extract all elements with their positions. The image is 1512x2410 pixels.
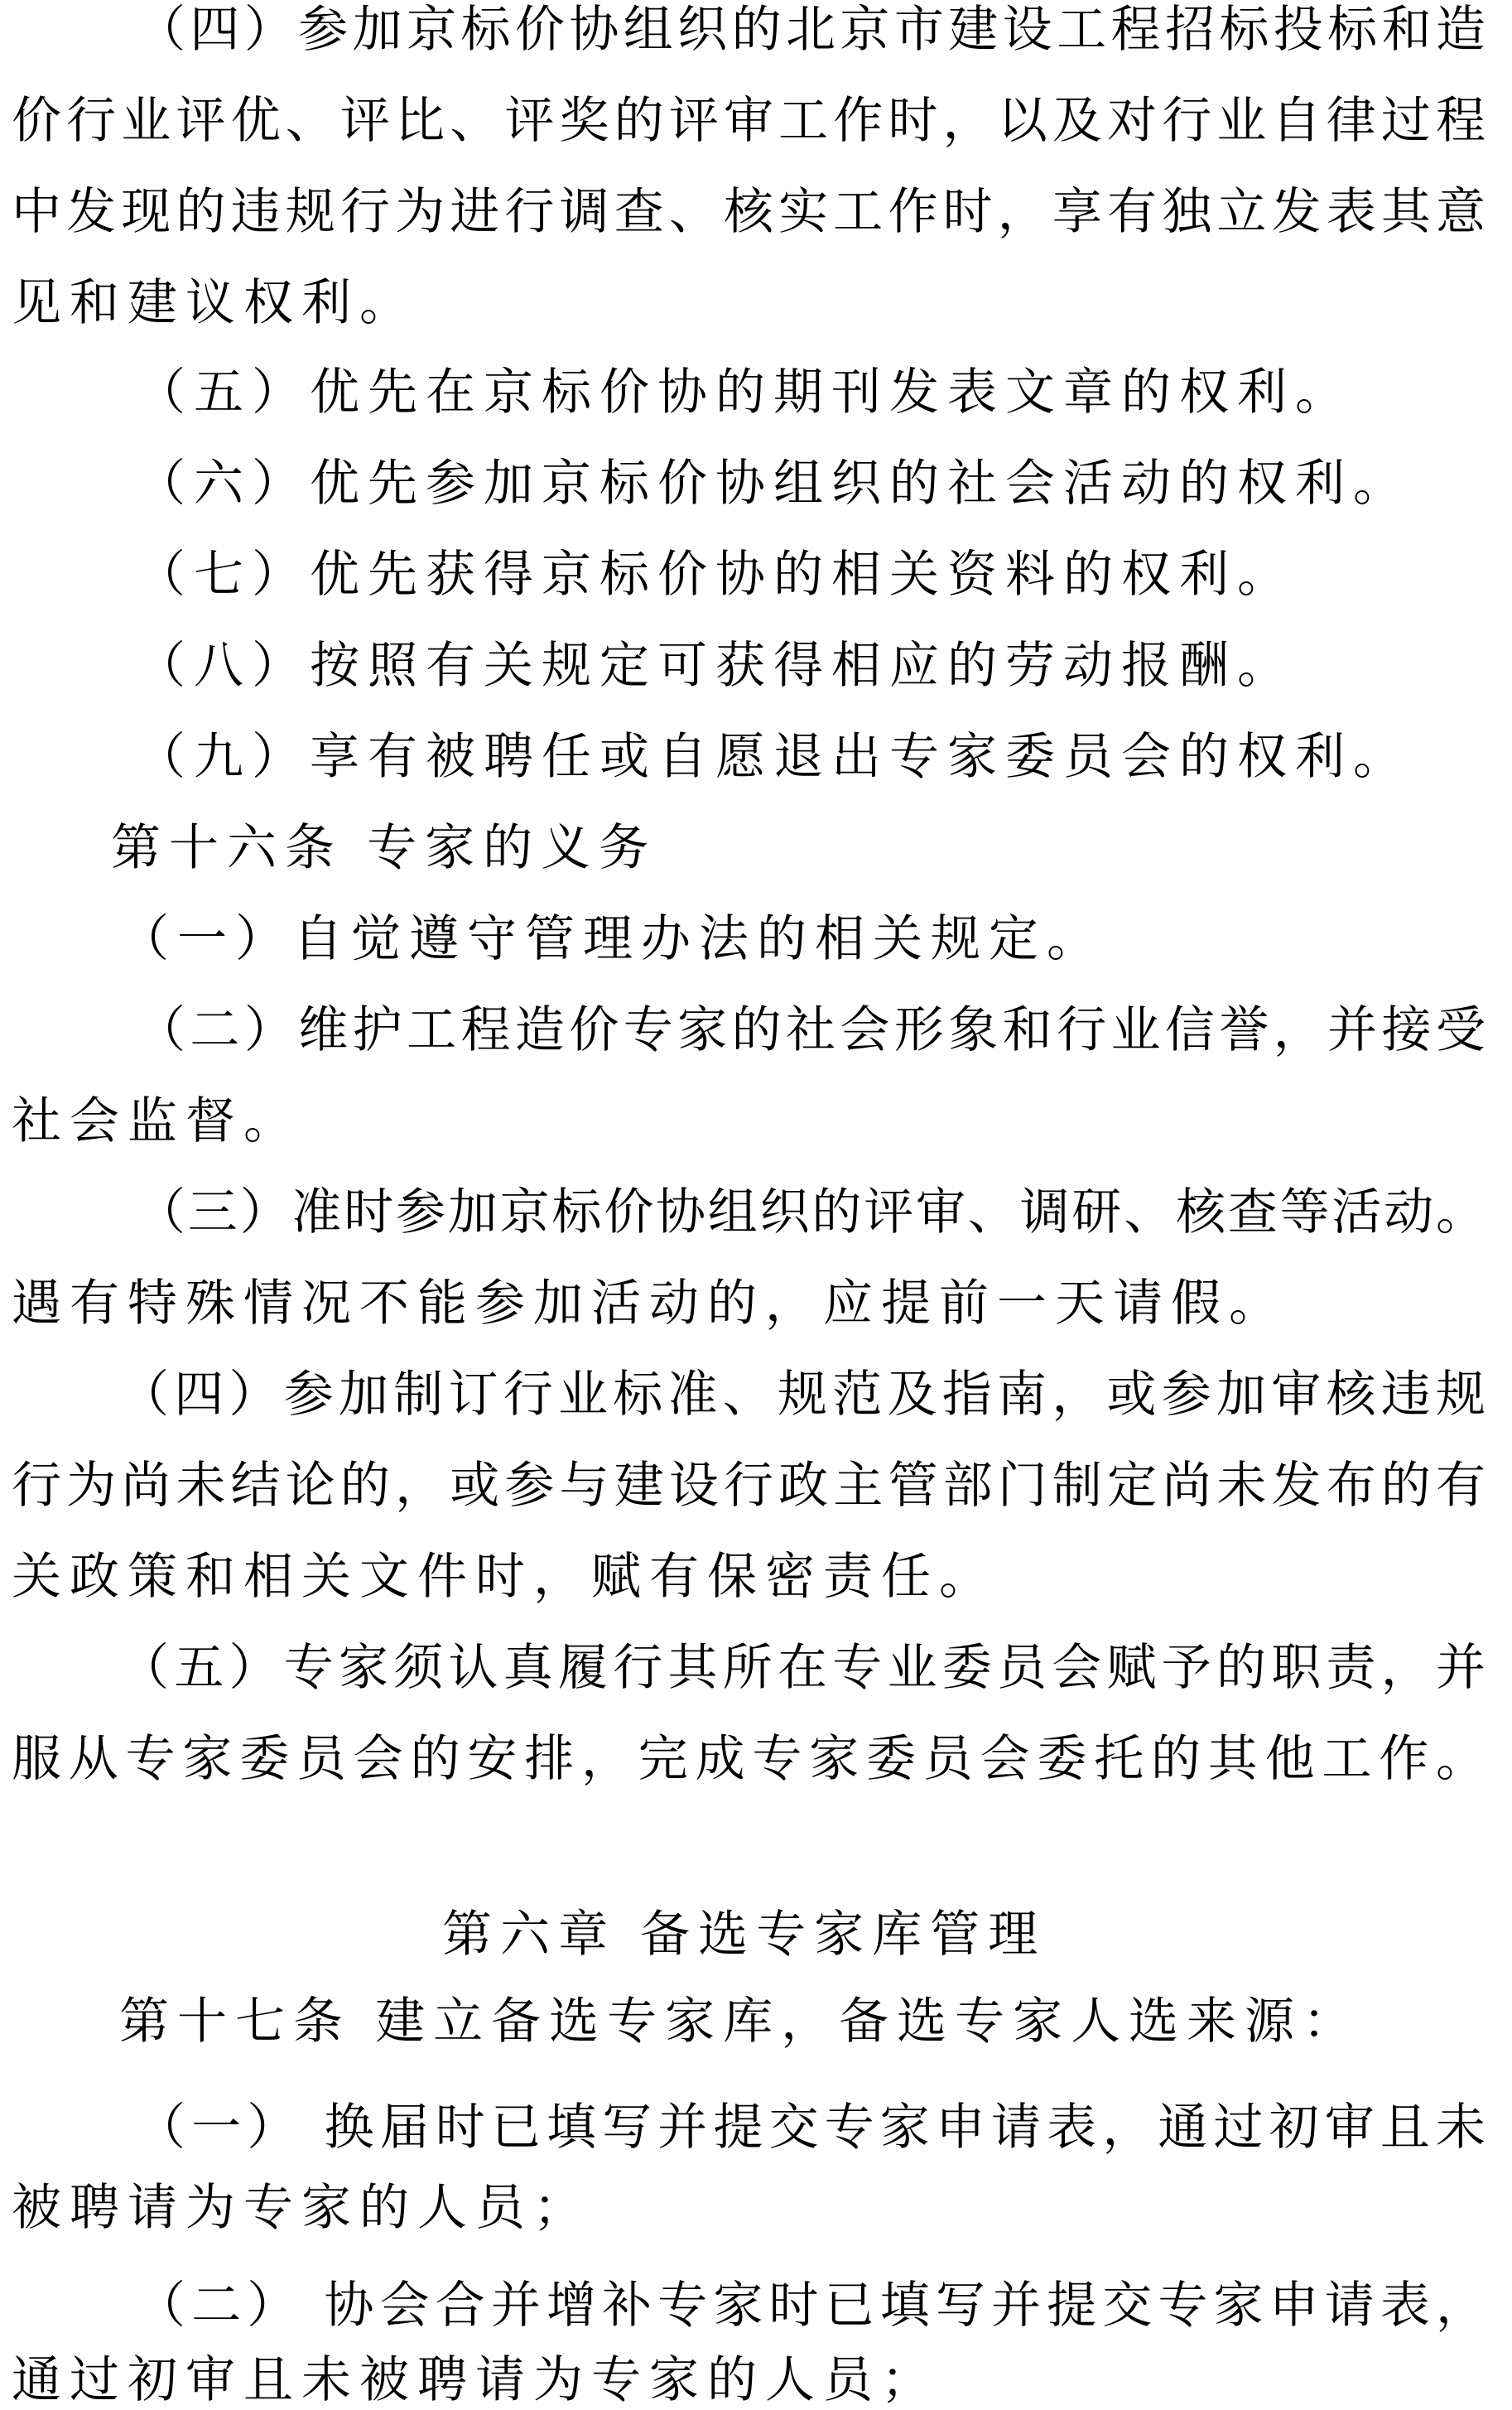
paragraph-line: （七）优先获得京标价协的相关资料的权利。 <box>136 546 1295 604</box>
article-heading: 第十七条 建立备选专家库，备选专家人选来源： <box>119 1993 1361 2051</box>
paragraph-line: 中发现的违规行为进行调查、核实工作时，享有独立发表其意 <box>12 183 1486 241</box>
paragraph-line: （四）参加京标价协组织的北京市建设工程招标投标和造 <box>136 1 1486 59</box>
paragraph-line: 价行业评优、评比、评奖的评审工作时，以及对行业自律过程 <box>12 92 1486 150</box>
paragraph-line: 通过初审且未被聘请为专家的人员； <box>12 2351 939 2409</box>
paragraph-line: （三）准时参加京标价协组织的评审、调研、核查等活动。 <box>136 1183 1486 1241</box>
paragraph-line: （一）自觉遵守管理办法的相关规定。 <box>119 910 1105 968</box>
paragraph-line: （四）参加制订行业标准、规范及指南，或参加审核违规 <box>119 1366 1486 1424</box>
paragraph-line: （五）专家须认真履行其所在专业委员会赋予的职责，并 <box>119 1639 1486 1697</box>
paragraph-line: （二）维护工程造价专家的社会形象和行业信誉，并接受 <box>136 1001 1486 1059</box>
chapter-heading: 第六章 备选专家库管理 <box>442 1906 1047 1964</box>
paragraph-line: 关政策和相关文件时，赋有保密责任。 <box>12 1548 997 1606</box>
paragraph-line: （五）优先在京标价协的期刊发表文章的权利。 <box>136 364 1353 422</box>
paragraph-line: （一） 换届时已填写并提交专家申请表，通过初审且未 <box>136 2099 1486 2157</box>
paragraph-line: （六）优先参加京标价协组织的社会活动的权利。 <box>136 455 1411 513</box>
article-heading: 第十六条 专家的义务 <box>111 819 657 877</box>
paragraph-line: （八）按照有关规定可获得相应的劳动报酬。 <box>136 637 1295 695</box>
paragraph-line: （九）享有被聘任或自愿退出专家委员会的权利。 <box>136 728 1411 786</box>
paragraph-line: 遇有特殊情况不能参加活动的，应提前一天请假。 <box>12 1275 1287 1333</box>
paragraph-line: 服从专家委员会的安排，完成专家委员会委托的其他工作。 <box>12 1730 1486 1788</box>
paragraph-line: 行为尚未结论的，或参与建设行政主管部门制定尚未发布的有 <box>12 1457 1486 1515</box>
paragraph-line: 社会监督。 <box>12 1092 301 1150</box>
paragraph-line: （二） 协会合并增补专家时已填写并提交专家申请表， <box>136 2277 1486 2335</box>
paragraph-line: 见和建议权利。 <box>12 274 417 332</box>
document-page <box>12 0 1486 2409</box>
paragraph-line: 被聘请为专家的人员； <box>12 2179 591 2237</box>
